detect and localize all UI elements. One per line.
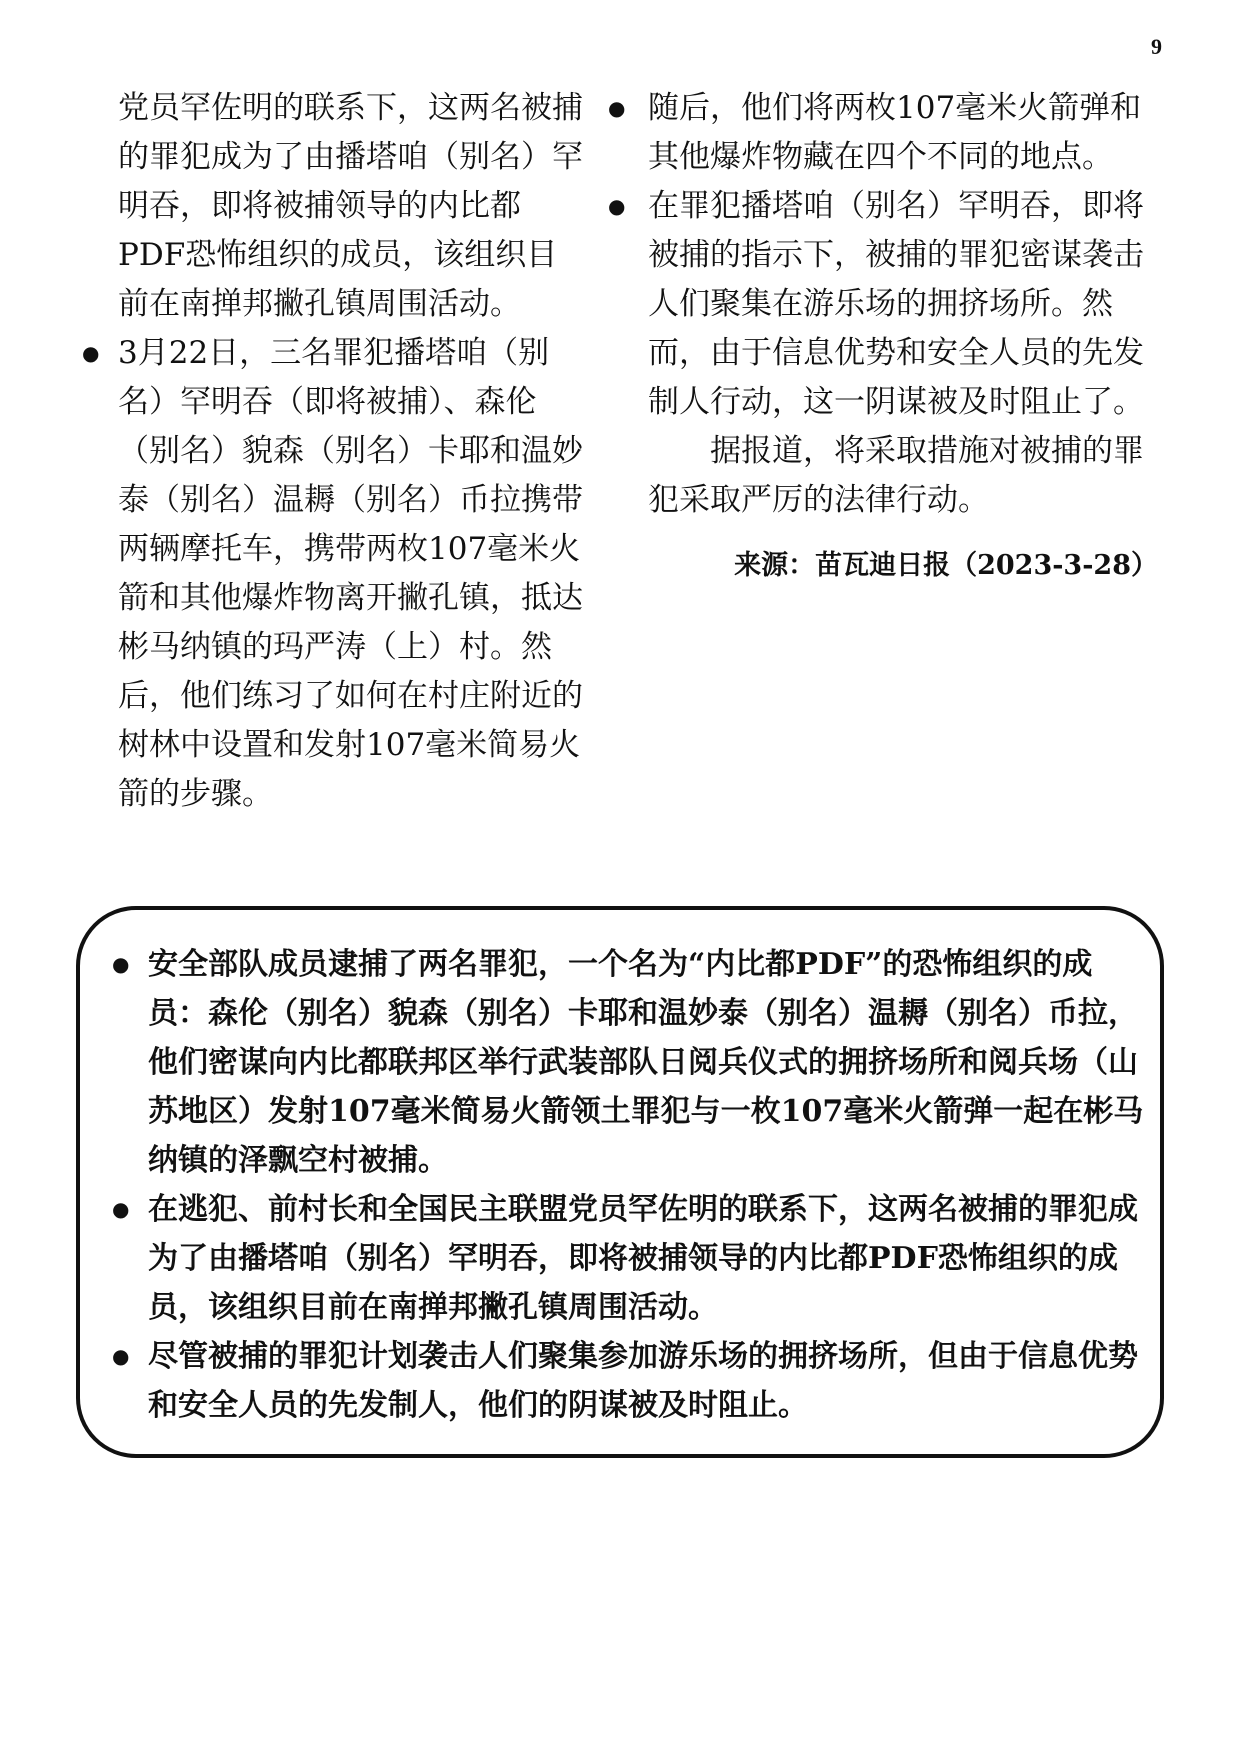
bullet-text: 随后，他们将两枚107毫米火箭弹和其他爆炸物藏在四个不同的地点。 [648, 90, 1142, 175]
summary-text: 安全部队成员逮捕了两名罪犯，一个名为“内比都PDF”的恐怖组织的成员：森伦（别名）貌森（别名）卡耶和温妙泰（别名）温耨（别名）币拉，他们密谋向内比都联邦区举行武装部队日阅兵仪式的拥挤场所和阅兵场（山苏地区）发射107毫米简易火箭领土罪犯与一枚107毫米火箭弹一起在彬马纳镇的泽飘空村被捕。 [148, 947, 1144, 1178]
list-item [608, 182, 1158, 427]
right-column [608, 84, 1158, 590]
list-item [608, 84, 1158, 182]
left-column [82, 84, 588, 819]
bullet-icon: ● [112, 1344, 130, 1368]
list-item [82, 329, 588, 819]
continuation-paragraph: 党员罕佐明的联系下，这两名被捕的罪犯成为了由播塔咱（别名）罕明吞，即将被捕领导的内比都PDF恐怖组织的成员，该组织目前在南掸邦撇孔镇周围活动。 [118, 90, 583, 322]
list-item [112, 1185, 1148, 1332]
bullet-text: 在罪犯播塔咱（别名）罕明吞，即将被捕的指示下，被捕的罪犯密谋袭击人们聚集在游乐场的拥挤场所。然而，由于信息优势和安全人员的先发制人行动，这一阴谋被及时阻止了。 [648, 188, 1144, 420]
bullet-icon: ● [608, 96, 626, 120]
bullet-icon: ● [112, 1197, 130, 1221]
closing-paragraph: 据报道，将采取措施对被捕的罪犯采取严厉的法律行动。 [648, 433, 1144, 518]
list-item [112, 940, 1148, 1185]
page-number: 9 [1151, 34, 1162, 59]
bullet-icon: ● [608, 194, 626, 218]
summary-box [76, 906, 1164, 1458]
source-line: 来源：苗瓦迪日报（2023-3-28） [734, 550, 1158, 581]
list-item [112, 1332, 1148, 1430]
summary-text: 尽管被捕的罪犯计划袭击人们聚集参加游乐场的拥挤场所，但由于信息优势和安全人员的先发制人，他们的阴谋被及时阻止。 [148, 1339, 1138, 1423]
bullet-icon: ● [82, 341, 100, 365]
right-bullet-list [608, 84, 1158, 427]
left-bullet-list [82, 329, 588, 819]
bullet-text: 3月22日，三名罪犯播塔咱（别名）罕明吞（即将被捕）、森伦（别名）貌森（别名）卡耶和温妙泰（别名）温耨（别名）币拉携带两辆摩托车，携带两枚107毫米火箭和其他爆炸物离开撇孔镇，抵达彬马纳镇的玛严涛（上）村。然后，他们练习了如何在村庄附近的树林中设置和发射107毫米简易火箭的步骤。 [118, 335, 583, 812]
summary-text: 在逃犯、前村长和全国民主联盟党员罕佐明的联系下，这两名被捕的罪犯成为了由播塔咱（别名）罕明吞，即将被捕领导的内比都PDF恐怖组织的成员，该组织目前在南掸邦撇孔镇周围活动。 [148, 1192, 1138, 1325]
summary-bullet-list [112, 940, 1148, 1430]
bullet-icon: ● [112, 952, 130, 976]
